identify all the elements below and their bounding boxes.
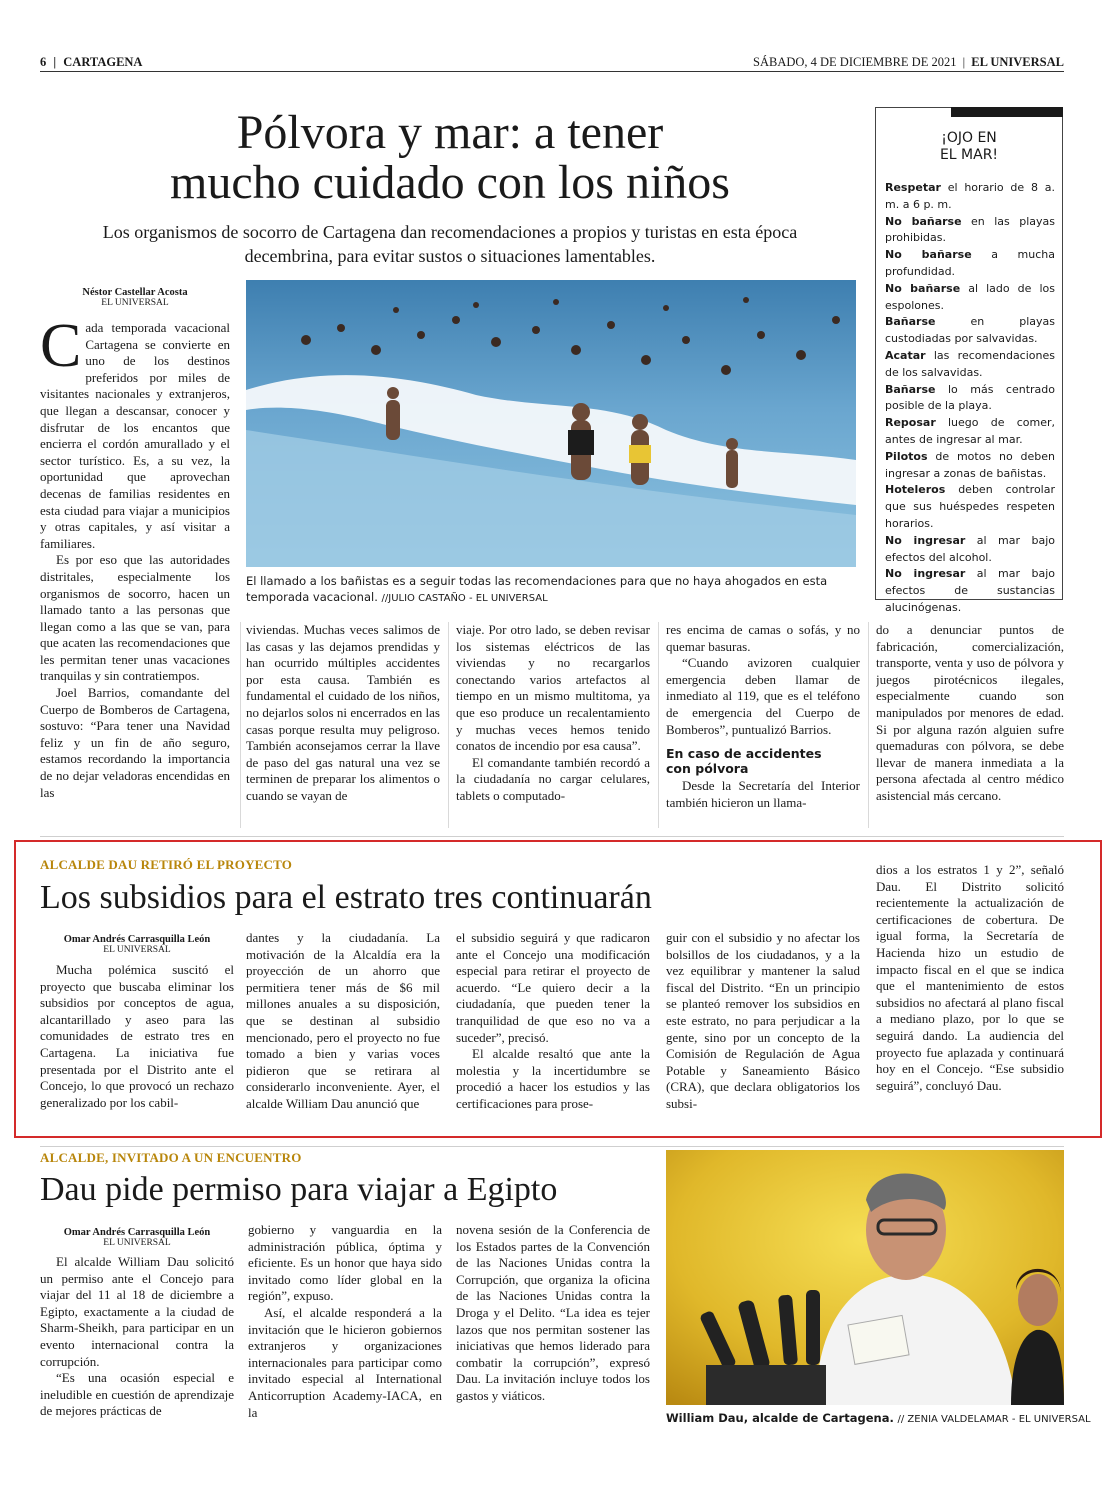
article2-column-5: [876, 862, 1064, 1122]
sidebar-item: [885, 314, 1055, 348]
article3-author-org: EL UNIVERSAL: [103, 1238, 171, 1248]
sidebar-item-text: al mar bajo efectos del alcohol.: [885, 533, 1055, 564]
article1-photo-beach: [246, 280, 856, 567]
sidebar-item-lead: Respetar: [885, 181, 941, 194]
sidebar-item: [885, 533, 1055, 567]
article1-col4-paragraph1: res encima de camas o sofás, y no quemar basuras.: [666, 622, 860, 654]
sidebar-item: [885, 180, 1055, 214]
sidebar-item-text: el horario de 8 a. m. a 6 p. m.: [885, 181, 1055, 211]
sidebar-item: [885, 247, 1055, 281]
article2-author-org: EL UNIVERSAL: [103, 945, 171, 955]
article1-photo-caption: El llamado a los bañistas es a seguir todas las recomendaciones para que no haya ahogados en esta temporada vacacional.: [246, 574, 828, 604]
article2-byline: [40, 934, 234, 956]
article2-col4-text: guir con el subsidio y no afectar los bolsillos de los ciudadanos, y a la vez equilibrar y mantener la salud fiscal del Distrito. “En un principio se planteó remover los subsidios en este estrato, no para perjudicar a la gente, sino por un concepto de la Comisión de Regulación de Agua Potable y Saneamiento Básico (CRA), que declara obligatorios los subsi-: [666, 930, 860, 1111]
sidebar-item-lead: No bañarse: [885, 248, 972, 262]
article2-column-3: [456, 930, 650, 1122]
article1-column-1: [40, 320, 230, 828]
article3-author: Omar Andrés Carrasquilla León: [63, 1227, 211, 1238]
sidebar-item-text: luego de comer, antes de ingresar al mar.: [885, 416, 1055, 446]
article2-col5-text: dios a los estratos 1 y 2”, señaló Dau. El Distrito solicitó recientemente la actualización de certificaciones de cobertura. De igual forma, la Secretaría de Hacienda hizo un estudio de impacto fiscal en el que se indica que el mantenimiento de estos subsidios no afectará al plano fiscal a mediano plazo, por lo que se seguirá dando. La audiencia del proyecto fue aplazada y continuará hoy en el Concejo. “Ese subsidio seguirá”, concluyó Dau.: [876, 862, 1064, 1093]
article1-col1-paragraph1: ada temporada vacacional Cartagena se convierte en uno de los destinos preferidos por miles de visitantes nacionales y extranjeros, que llegan a descansar, conocer y disfrutar de los encantos que encierra el cordón amurallado y el sector turístico. Es, a su vez, la oportunidad que aprovechan decenas de familias residentes en esta ciudad para viajar a municipios y otras capitales, y así visitar a familiares.: [40, 320, 230, 551]
article3-byline: [40, 1227, 234, 1249]
article3-photo-caption-block: [666, 1410, 1091, 1428]
rule-after-article2: [40, 1146, 1064, 1147]
mayor-photo-illustration: [666, 1150, 1064, 1405]
rule-after-article1: [40, 836, 1064, 837]
sidebar-item-lead: No bañarse: [885, 214, 962, 228]
header-rule: [40, 71, 1064, 72]
sidebar-item-lead: No bañarse: [885, 281, 961, 295]
article1-column-5: [876, 622, 1064, 828]
sidebar-item: [885, 281, 1055, 315]
sidebar-item-text: en playas custodiadas por salvavidas.: [885, 315, 1055, 346]
article1-column-3: [456, 622, 650, 828]
article2-col1-text: Mucha polémica suscitó el proyecto que buscaba eliminar los subsidios por conceptos de agua, alcantarillado y aseo para las comunidades de estrato tres en Cartagena. La iniciativa fue presentada por el Distrito ante el Concejo, lo que provocó un rechazo generalizado por los cabil-: [40, 962, 234, 1110]
article3-photo-credit: // ZENIA VALDELAMAR - EL UNIVERSAL: [897, 1414, 1091, 1425]
sidebar-item-lead: Acatar: [885, 348, 926, 362]
article1-col3-paragraph2: El comandante también recordó a la ciudadanía no cargar celulares, tablets o computado-: [456, 754, 650, 803]
article2-column-4: [666, 930, 860, 1122]
sidebar-title-line1: ¡OJO EN: [941, 130, 997, 146]
sidebar-item: [885, 449, 1055, 483]
sidebar-item: [885, 415, 1055, 449]
article3-col2-paragraph2: Así, el alcalde responderá a la invitación que le hicieron gobiernos extranjeros y organizaciones internacionales para participar como invitado especial al International Anticorruption Academy-IACA, en la: [248, 1304, 442, 1420]
sidebar-item-lead: Reposar: [885, 416, 936, 430]
article2-col3-paragraph1: el subsidio seguirá y que radicaron ante el Concejo una modificación especial para retirar el proyecto de acuerdo. “Le quiero decir a la ciudadanía, que pueden tener la tranquilidad de que eso no va a suceder”, precisó.: [456, 930, 650, 1045]
sidebar-title: [876, 130, 1062, 164]
sidebar-item-text: deben controlar que sus huéspedes respeten horarios.: [885, 483, 1055, 530]
sidebar-item-lead: No ingresar: [885, 533, 966, 547]
sidebar-item-text: al mar bajo efectos de sustancias alucinógenas.: [885, 567, 1055, 614]
sidebar-item-text: a mucha profundidad.: [885, 248, 1055, 278]
column-divider: [448, 622, 449, 828]
article3-kicker: ALCALDE, INVITADO A UN ENCUENTRO: [40, 1150, 302, 1165]
article2-kicker: ALCALDE DAU RETIRÓ EL PROYECTO: [40, 857, 293, 872]
column-divider: [658, 622, 659, 828]
article2-col2-text: dantes y la ciudadanía. La motivación de la Alcaldía era la proyección de un ahorro que permitiera tener más de $6 mil millones anuales a su disposición, que se destinan al subsidio mencionado, pero el proyecto no fue tomado a bien y varias voces pidieron que se retirara al considerarlo inconveniente. Ayer, el alcalde William Dau anunció que: [246, 930, 440, 1111]
article1-subtitle: Los organismos de socorro de Cartagena dan recomendaciones a propios y turistas en esta época decembrina, para evitar sustos o situaciones lamentables.: [102, 222, 798, 266]
sidebar-item: [885, 482, 1055, 532]
article3-column-3: [456, 1222, 650, 1434]
article1-byline: [40, 287, 230, 309]
article1-col2-text: viviendas. Muchas veces salimos de las casas y las dejamos prendidas y han ocurrido múltiples accidentes por esta causa. También es fundamental el cuidado de los niños, no dejarlos solos ni encerrados en las casas porque resulta muy peligroso. También aconsejamos cerrar la llave de paso del gas natural una vez se terminen de preparar los alimentos o cuando se vayan de: [246, 622, 440, 803]
sidebar-item-text: de motos no deben ingresar a zonas de bañistas.: [885, 449, 1055, 480]
article1-author-org: EL UNIVERSAL: [101, 298, 169, 308]
column-divider: [240, 622, 241, 828]
article1-col4-subhead-line2: con pólvora: [666, 761, 749, 777]
article1-photo-credit: //JULIO CASTAÑO - EL UNIVERSAL: [381, 593, 548, 604]
article2-headline: Los subsidios para el estrato tres continuarán: [40, 879, 652, 916]
article1-column-2: [246, 622, 440, 828]
article3-column-1: [40, 1254, 234, 1434]
sidebar-item-lead: Bañarse: [885, 315, 936, 329]
sidebar-item-lead: Hoteleros: [885, 483, 946, 497]
article1-col5-text: do a denunciar puntos de fabricación, comercialización, transporte, venta y uso de pólvora y juegos pirotécnicos ilegales, especialmente cuando son manipulados por menores de edad. Si por alguna razón alguien sufre quemaduras con pólvora, se debe llevar de manera inmediata a la persona afectada al centro médico asistencial más cercano.: [876, 622, 1064, 803]
article1-col4-subhead-line1: En caso de accidentes: [666, 746, 822, 762]
article1-col4-paragraph2: “Cuando avizoren cualquier emergencia deben llamar de inmediato al 119, que es el teléfono de emergencia del Cuerpo de Bomberos”, puntualizó Barrios.: [666, 655, 860, 737]
sidebar-item-lead: Pilotos: [885, 449, 928, 463]
article1-headline-line1: Pólvora y mar: a tener: [236, 106, 664, 159]
article3-column-2: [248, 1222, 442, 1434]
page-number-section: 6 | CARTAGENA: [40, 55, 143, 69]
sidebar-item: [885, 214, 1055, 248]
article3-photo-mayor: [666, 1150, 1064, 1405]
article3-col1-paragraph1: El alcalde William Dau solicitó un permiso ante el Concejo para viajar del 11 al 18 de diciembre a Egipto, exactamente a la ciudad de Sharm-Sheikh, para participar en un evento internacional contra la corrupción.: [40, 1254, 234, 1369]
sidebar-item-text: en las playas prohibidas.: [885, 214, 1055, 245]
sidebar-item-text: al lado de los espolones.: [885, 281, 1056, 312]
article3-col2-paragraph1: gobierno y vanguardia en la administración pública, óptima y eficiente. Es un honor que haya sido invitado como líder global en la región”, expuso.: [248, 1222, 442, 1304]
article3-col3-text: novena sesión de la Conferencia de los Estados partes de la Convención de las Naciones Unidas contra la Corrupción, que organiza la oficina de las Naciones Unidas contra la Droga y el Delito. “La idea es tejer lazos que nos permitan sostener las iniciativas que hemos liderado para combatir la corrupción”, expresó Dau. La invitación incluye todos los gastos y viáticos.: [456, 1222, 650, 1403]
sidebar-item-text: las recomendaciones de los salvavidas.: [885, 348, 1055, 379]
article3-headline: Dau pide permiso para viajar a Egipto: [40, 1171, 558, 1208]
sidebar-corner-bar: [951, 107, 1063, 117]
article1-col3-paragraph1: viaje. Por otro lado, se deben revisar los sistemas eléctricos de las viviendas y no recargarlos conectando varios artefactos al tiempo en un mismo multitoma, ya que eso produce un recalentamiento y muchas veces hemos tenido conatos de incendio por esa causa”.: [456, 622, 650, 754]
sidebar-item: [885, 348, 1055, 382]
article1-headline-line2: mucho cuidado con los niños: [170, 156, 730, 209]
sidebar-item-text: lo más centrado posible de la playa.: [885, 382, 1055, 413]
sidebar-ojo-en-el-mar: [875, 107, 1063, 614]
article1-photo-caption-block: [246, 573, 856, 607]
article1-col1-paragraph3: Joel Barrios, comandante del Cuerpo de Bomberos de Cartagena, sostuvo: “Para tener una Navidad feliz y un fin de año seguro, estamos recordando la importancia de no dejar veladoras encendidas en las: [40, 685, 230, 800]
beach-photo-illustration: [246, 280, 856, 567]
sidebar-item-lead: No ingresar: [885, 567, 966, 581]
page-date-publication: SÁBADO, 4 DE DICIEMBRE DE 2021 | EL UNIVERSAL: [753, 55, 1064, 69]
sidebar-item: [885, 566, 1055, 616]
sidebar-title-line2: EL MAR!: [939, 147, 999, 163]
article2-column-1: [40, 962, 234, 1122]
publication-name: EL UNIVERSAL: [971, 55, 1064, 69]
article2-col3-paragraph2: El alcalde resaltó que ante la molestia y la incertidumbre se procedió a hacer los estudios y las certificaciones para prose-: [456, 1046, 650, 1111]
article1-col4-subhead: [666, 746, 860, 776]
article1-column-4: [666, 622, 860, 828]
article1-author: Néstor Castellar Acosta: [82, 287, 188, 298]
article1-col1-paragraph2: Es por eso que las autoridades distritales, especialmente los organismos de socorro, hacen un llamado tanto a las personas que llegan como a las que se van, para que acaten las recomendaciones que les permitan tener unas vacaciones tranquilas y sin contratiempos.: [40, 552, 230, 684]
article1-headline: [40, 108, 860, 208]
article2-author: Omar Andrés Carrasquilla León: [63, 934, 211, 945]
article1-col4-paragraph3: Desde la Secretaría del Interior también hicieron un llama-: [666, 778, 860, 810]
article3-photo-caption: William Dau, alcalde de Cartagena.: [666, 1411, 894, 1425]
sidebar-list: [885, 180, 1055, 617]
sidebar-item: [885, 382, 1055, 416]
article3-col1-paragraph2: “Es una ocasión especial e ineludible en cuestión de aprendizaje de mejores prácticas de: [40, 1370, 234, 1419]
page-number: 6: [40, 55, 47, 69]
page-date: SÁBADO, 4 DE DICIEMBRE DE 2021: [753, 55, 957, 69]
article1-dropcap: C: [40, 320, 82, 380]
sidebar-item-lead: Bañarse: [885, 382, 936, 396]
section-name: CARTAGENA: [63, 55, 143, 69]
column-divider: [868, 622, 869, 828]
article2-column-2: [246, 930, 440, 1122]
